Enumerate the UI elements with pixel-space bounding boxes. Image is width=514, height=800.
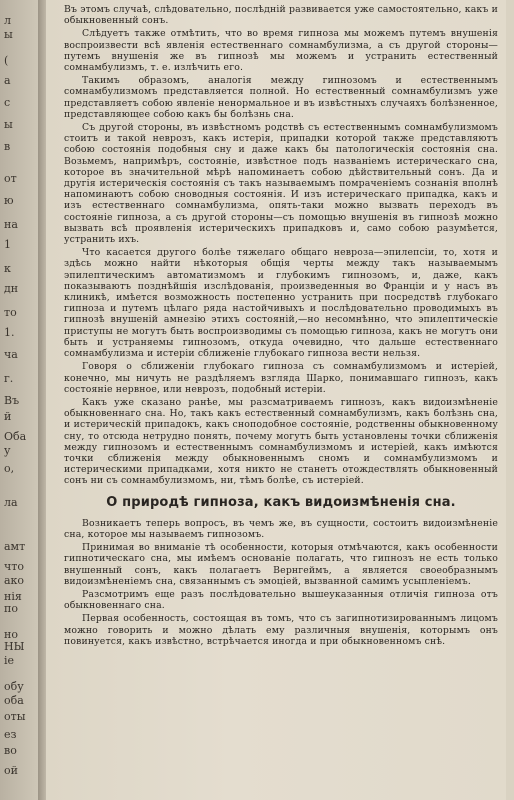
margin-fragment: й (4, 410, 12, 423)
paragraph (64, 75, 498, 120)
margin-fragment: к (4, 262, 11, 275)
paragraph-text: Что касается другого болѣе тяжелаго общаго невроза—эпилепсіи, то, хотя и здѣсь можно найти нѣкоторыя общія черты между такъ называемымъ эпилептическимъ автоматизмомъ и глубокимъ гипнозомъ, и, даже, какъ показываютъ позднѣйшія изслѣдованія, произведенныя во Франціи и у насъ въ клиникѣ, имѣется возможность постепенно устранить при посредствѣ глубокаго гипноза и путемъ цѣлаго ряда настойчивыхъ и послѣдовательно проводимыхъ въ гипнозѣ внушеній амнезію этихъ состояній,—но несомнѣнно, что эпилептическіе приступы не могутъ быть воспроизводимы съ помощью гипноза, какъ не могутъ они быть и устраняемы гипнозомъ, откуда очевидно, что дальше естественнаго сомнамбулизма и истеріи сближеніе глубокаго гипноза вести нельзя. (64, 247, 498, 360)
margin-fragment: Въ (4, 394, 20, 407)
paragraph-text: Такимъ образомъ, аналогія между гипнозомъ и естественнымъ сомнамбулизмомъ представляется полной. Но естественный сомнамбулизмъ уже представляетъ собою явленіе ненормальное и въ извѣстныхъ случаяхъ болѣзненное, представляющее собою какъ бы болѣзнь сна. (64, 75, 498, 120)
paragraph-text: Въ этомъ случаѣ, слѣдовательно, послѣдній развивается уже самостоятельно, какъ и обыкновенный сонъ. (64, 4, 498, 27)
margin-fragment: от (4, 172, 17, 185)
adjacent-page-strip (0, 0, 40, 800)
paragraph-text: Принимая во вниманіе тѣ особенности, которыя отмѣчаются, какъ особенности гипнотическаго сна, мы имѣемъ основаніе полагать, что гипнозъ не есть только внушенный сонъ, какъ полагаетъ Вернгеймъ, а является своеобразнымъ видоизмѣненіемъ сна, связаннымъ съ эмоціей, вызванной самимъ усыпленіемъ. (64, 542, 498, 587)
margin-fragment: оты (4, 710, 26, 723)
margin-fragment: ( (4, 54, 9, 67)
margin-fragment: с (4, 96, 11, 109)
margin-fragment: ы (4, 28, 13, 41)
paragraph (64, 397, 498, 487)
paragraph-text: Разсмотримъ еще разъ послѣдовательно вышеуказанныя отличія гипноза отъ обыкновеннаго сна. (64, 588, 498, 612)
margin-fragment: 1. (4, 326, 15, 339)
margin-fragment: то (4, 306, 17, 319)
margin-fragment: оба (4, 694, 24, 707)
paragraph (64, 542, 498, 587)
margin-fragment: ако (4, 574, 25, 587)
margin-fragment: нія (4, 590, 22, 603)
margin-fragment: на (4, 218, 18, 231)
margin-fragment: по (4, 602, 18, 615)
paragraph (64, 4, 498, 26)
paragraph-text: Съ другой стороны, въ извѣстномъ родствѣ съ естественнымъ сомнамбулизмомъ стоитъ и такой неврозъ, какъ истерія, припадки которой также представляютъ собою состоянія подобныя сну и даже какъ бы патологическія состоянія сна. Возьмемъ, напримѣръ, состояніе, извѣстное подъ названіемъ истерическаго сна, которое въ значительной мѣрѣ напоминаетъ собою дѣйствительный сонъ. Да и другія истерическія состоянія съ такъ называемымъ помраченіемъ сознанія вполнѣ напоминаютъ собою сноводныя состоянія. И изъ истерическаго припадка, какъ и изъ естественнаго сомнамбулизма, опять-таки можно вызвать переходъ въ состояніе гипноза, а съ другой стороны—съ помощью внушенія въ гипнозѣ можно вызвать всѣ проявленія истерическихъ припадковъ и, само собою разумѣется, устранить ихъ. (64, 122, 498, 246)
paragraph-text: Слѣдуетъ также отмѣтить, что во время гипноза мы можемъ путемъ внушенія воспроизвести всѣ явленія естественнаго сомнамбулизма, а съ другой стороны—путемъ внушенія же въ гипнозѣ мы можемъ и устранить естественный сомнамбулизмъ, т. е. излѣчить его. (64, 28, 498, 74)
paragraph-text: Возникаетъ теперь вопросъ, въ чемъ же, въ сущности, состоитъ видоизмѣненіе сна, которое мы называемъ гипнозомъ. (64, 517, 498, 540)
text-column (64, 4, 498, 649)
paragraph-text: Какъ уже сказано ранѣе, мы разсматриваемъ гипнозъ, какъ видоизмѣненіе обыкновеннаго сна. Но, такъ какъ естественный сомнамбулизмъ, какъ болѣзнь сна, и истерическій припадокъ, какъ сноподобное состояніе, родственны обыкновенному сну, то отсюда нетрудно понять, почему могутъ быть установлены точки сближенія между гипнозомъ и естественнымъ сомнамбулизмомъ и истеріей, какъ имѣются точки сближенія между обыкновеннымъ сномъ и сомнамбулизмомъ и истерическими припадками, хотя никто не станетъ отождествлять обыкновенный сонъ ни съ сомнамбулизмомъ, ни, тѣмъ болѣе, съ истеріей. (64, 396, 498, 487)
paragraph (64, 361, 498, 395)
margin-fragment: ы (4, 118, 13, 131)
margin-fragment: дн (4, 282, 19, 295)
margin-fragment: НЫ (4, 640, 25, 653)
paragraph-text: Говоря о сближеніи глубокаго гипноза съ сомнамбулизмомъ и истеріей, конечно, мы ничуть не раздѣляемъ взгляда Шарко, понимавшаго гипнозъ, какъ состояніе нервное, или неврозъ, подобный истеріи. (64, 361, 498, 395)
margin-fragment: ез (4, 728, 17, 741)
paragraphs-before-heading (64, 4, 498, 487)
margin-fragment: ю (4, 194, 14, 207)
paragraph (64, 613, 498, 647)
margin-fragment: о, (4, 462, 15, 475)
margin-fragment: что (4, 560, 24, 573)
paragraph (64, 122, 498, 245)
section-heading: О природѣ гипноза, какъ видоизмѣненія сна. (106, 494, 456, 510)
margin-fragment: в (4, 140, 11, 153)
margin-fragment: во (4, 744, 17, 757)
paragraph (64, 589, 498, 611)
margin-fragment: іе (4, 654, 15, 667)
margin-fragment: ча (4, 348, 18, 361)
margin-fragment: 1 (4, 238, 11, 251)
paragraph (64, 247, 498, 359)
paragraph-text: Первая особенность, состоящая въ томъ, что съ загипнотизированнымъ лицомъ можно говорить и можно дѣлать ему различныя внушенія, которымъ онъ повинуется, какъ извѣстно, встрѣчается иногда и при обыкновенномъ снѣ. (64, 613, 498, 647)
paragraphs-after-heading (64, 518, 498, 647)
margin-fragment: обу (4, 680, 24, 693)
margin-fragment: ой (4, 764, 18, 777)
margin-fragment: г. (4, 372, 14, 385)
margin-fragment: л (4, 14, 11, 27)
margin-fragment: амт (4, 540, 26, 553)
margin-fragment: ла (4, 496, 18, 509)
paragraph (64, 518, 498, 540)
margin-fragment: но (4, 628, 18, 641)
margin-fragment: а (4, 74, 11, 87)
paragraph (64, 28, 498, 73)
margin-fragment: у (4, 444, 11, 457)
margin-fragment: Оба (4, 430, 27, 443)
